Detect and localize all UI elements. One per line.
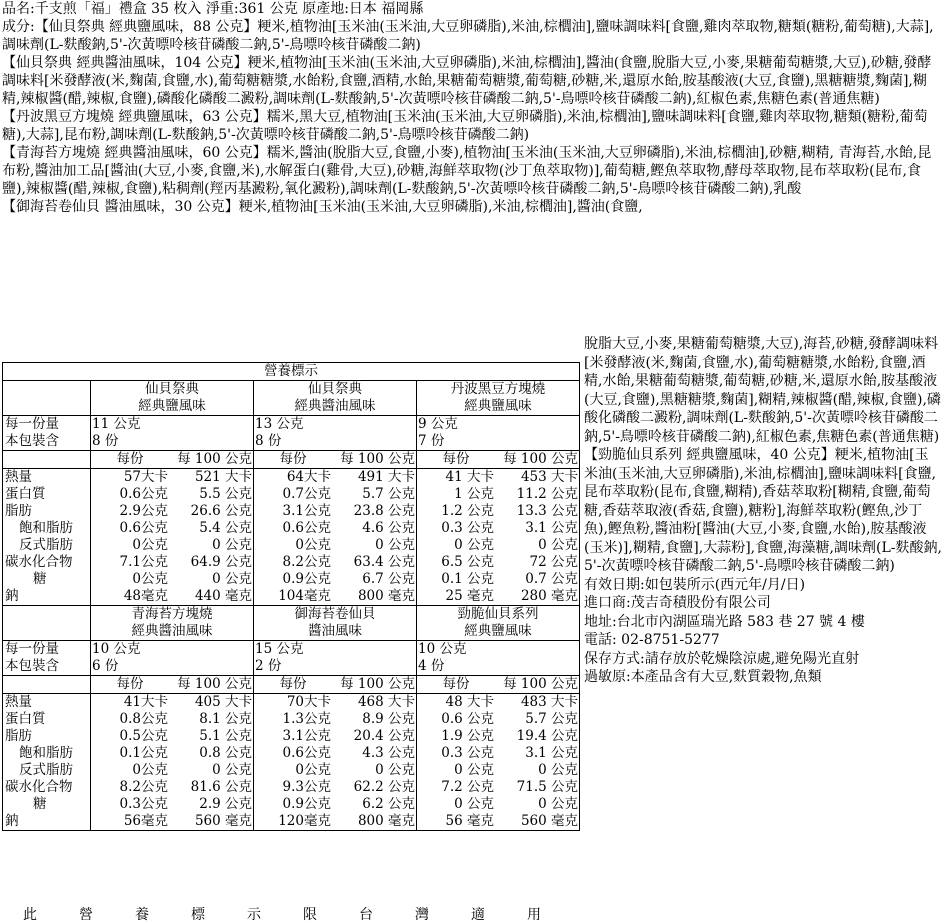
serving-cell [254,641,417,676]
per-100g-value: 800 毫克 [357,588,415,604]
nutrient-value-line [418,588,578,605]
servings-per-package: 4 份 [418,658,445,674]
nutrient-label: 鈉 [5,813,19,829]
servings-per-package: 2 份 [255,658,282,674]
nutrient-value-line [418,486,578,503]
servings-per-package: 6 份 [92,658,119,674]
nutrient-value-line [92,813,252,830]
per-serving-header: 每份 [279,451,307,467]
nutrient-value-line [92,469,252,486]
nutrition-title-row [3,363,580,381]
per-serving-value: 7.1公克 [119,554,168,570]
nutrition-facts [2,362,579,831]
per-100g-value: 0 公克 [375,537,415,553]
per-100g-value: 405 大卡 [194,694,252,710]
nutrient-value-line [418,813,578,830]
per-100g-value: 71.5 公克 [516,779,578,795]
per-serving-value: 1.9 公克 [441,728,494,744]
blank-cell [3,451,91,469]
nutrient-label: 碳水化合物 [5,554,73,570]
column-header-cell [417,676,580,694]
nutrient-label: 鈉 [5,588,19,604]
per-100g-value: 491 大卡 [357,469,415,485]
per-100g-value: 63.4 公克 [353,554,415,570]
footer-char: 用 [527,907,541,923]
per-serving-value: 48 大卡 [445,694,494,710]
nutrient-value-line [418,571,578,588]
address: 地址:台北市內湖區瑞光路 583 巷 27 號 4 樓 [584,613,865,630]
nutrient-values-cell [417,694,580,831]
footer-char: 限 [303,907,317,923]
product-name: 經典鹽風味 [138,398,206,414]
servings-per-package: 8 份 [255,433,282,449]
per-serving-value: 0公克 [132,762,168,778]
footer-char: 此 [23,907,37,923]
nutrient-value-line [92,520,252,537]
storage: 保存方式:請存放於乾燥陰涼處,避免陽光直射 [584,650,860,667]
nutrient-label: 反式脂肪 [19,537,73,553]
importer: 進口商:茂吉奇積股份有限公司 [584,595,771,611]
product-name-cell [91,606,254,641]
product-name-cell [254,606,417,641]
per-100g-header: 每 100 公克 [177,676,252,692]
ingredients-paragraph-1: 成分:【仙貝祭典 經典鹽風味，88 公克】粳米,植物油[玉米油(玉米油,大豆卵磷脂),米油,棕櫚油],鹽味調味料[食鹽,雞肉萃取物,糖類(糖粉,葡萄糖),大蒜],調味劑(L-麩酸鈉,5'-次黃嘌呤核苷磷酸二鈉,5'-鳥嘌呤核苷磷酸二鈉) [2,19,934,53]
serving-row [3,416,580,451]
per-100g-value: 6.2 公克 [362,796,415,812]
per-100g-value: 0 公克 [212,762,252,778]
per-100g-value: 0.8 公克 [199,745,252,761]
serving-label: 每一份量 [5,416,59,432]
per-100g-value: 453 大卡 [520,469,578,485]
product-name-cell [254,381,417,416]
serving-size: 10 公克 [92,641,141,657]
per-serving-value: 25 毫克 [445,588,494,604]
per-serving-header: 每份 [442,676,470,692]
nutrient-value-line [92,796,252,813]
nutrition-table [2,362,580,831]
blank-cell [3,606,91,641]
serving-size: 10 公克 [418,641,467,657]
per-100g-value: 3.1 公克 [525,520,578,536]
product-info-line: 品名:千支煎「福」禮盒 35 枚入 淨重:361 公克 原產地:日本 福岡縣 [2,1,424,17]
nutrient-value-line [92,503,252,520]
per-serving-value: 0.6公克 [119,486,168,502]
per-100g-header: 每 100 公克 [503,451,578,467]
footer-char: 台 [359,907,373,923]
nutrient-value-line [92,571,252,588]
per-100g-value: 4.3 公克 [362,745,415,761]
per-serving-value: 0.8公克 [119,711,168,727]
nutrient-value-line [255,537,415,554]
per-serving-value: 0.5公克 [119,728,168,744]
ingredients-paragraph-2: 【仙貝祭典 經典醬油風味，104 公克】粳米,植物油[玉米油(玉米油,大豆卵磷脂),米油,棕櫚油],醬油(食鹽,脫脂大豆,小麥,果糖葡萄糖漿,大豆),砂糖,發酵調味料[米發酵液(米,麴菌,食鹽,水),葡萄糖糖漿,水飴粉,食鹽,酒精,水飴,果糖葡萄糖漿,葡萄糖,砂糖,米,還原水飴,胺基酸液(大豆,食鹽),黑糖糖漿,麴菌],糊精,辣椒醬(醋,辣椒,食鹽),磷酸化磷酸二澱粉,調味劑(L-麩酸鈉,5'-次黃嘌呤核苷磷酸二鈉,5'-鳥嘌呤核苷磷酸二鈉),紅椒色素,焦糖色素(普通焦糖) [2,55,932,107]
per-serving-value: 0.6公克 [282,520,331,536]
per-100g-header: 每 100 公克 [340,451,415,467]
nutrient-label: 糖 [33,571,47,587]
per-100g-value: 6.7 公克 [362,571,415,587]
per-serving-value: 0.6公克 [119,520,168,536]
product-name: 醬油風味 [308,623,362,639]
per-serving-value: 9.3公克 [282,779,331,795]
per-serving-value: 1 公克 [454,486,494,502]
product-name: 勁脆仙貝系列 [457,606,539,622]
per-100g-value: 62.2 公克 [353,779,415,795]
per-100g-value: 23.8 公克 [353,503,415,519]
per-100g-value: 0 公克 [538,796,578,812]
per-100g-value: 3.1 公克 [525,745,578,761]
nutrient-value-line [418,745,578,762]
per-100g-value: 483 大卡 [520,694,578,710]
ingredients-paragraph-6: 【勁脆仙貝系列 經典鹽風味，40 公克】粳米,植物油[玉米油(玉米油,大豆卵磷脂),米油,棕櫚油],鹽味調味料[食鹽,昆布萃取粉(昆布,食鹽,糊精),香菇萃取粉[糊精,食鹽,葡萄糖,香菇萃取液(香菇,食鹽),糖粉],海鮮萃取粉(鰹魚,沙丁魚),鰹魚粉,醬油粉[醬油(大豆,小麥,食鹽,水飴),胺基酸液(玉米)],糊精,食鹽],大蒜粉],食鹽,海藻糖,調味劑(L-麩酸鈉,5'-次黃嘌呤核苷磷酸二鈉,5'-鳥嘌呤核苷磷酸二鈉) [584,447,942,574]
per-100g-header: 每 100 公克 [503,676,578,692]
ingredients-continuation: 脫脂大豆,小麥,果糖葡萄糖漿,大豆),海苔,砂糖,發酵調味料[米發酵液(米,麴菌,食鹽,水),葡萄糖糖漿,水飴粉,食鹽,酒精,水飴,果糖葡萄糖漿,葡萄糖,砂糖,米,還原水飴,胺基酸液(大豆,食鹽),黑糖糖漿,麴菌],糊精,辣椒醬(醋,辣椒,食鹽),磷酸化磷酸二澱粉,調味劑(L-麩酸鈉,5'-次黃嘌呤核苷磷酸二鈉,5'-鳥嘌呤核苷磷酸二鈉),紅椒色素,焦糖色素(普通焦糖) [584,336,941,445]
per-100g-header: 每 100 公克 [340,676,415,692]
nutrient-value-line [418,762,578,779]
nutrient-label: 脂肪 [5,503,32,519]
nutrient-value-line [92,486,252,503]
nutrient-value-line [418,520,578,537]
per-serving-header: 每份 [442,451,470,467]
serving-label: 每一份量 [5,641,59,657]
per-100g-value: 8.1 公克 [199,711,252,727]
per-serving-header: 每份 [279,676,307,692]
per-100g-value: 0 公克 [538,537,578,553]
nutrient-value-line [92,745,252,762]
per-serving-value: 8.2公克 [119,779,168,795]
serving-size: 13 公克 [255,416,304,432]
per-100g-header: 每 100 公克 [177,451,252,467]
nutrient-value-line [255,469,415,486]
per-100g-value: 4.6 公克 [362,520,415,536]
allergens: 過敏原:本產品含有大豆,麩質穀物,魚類 [584,669,822,685]
per-serving-value: 0.9公克 [282,571,331,587]
per-serving-value: 0.3 公克 [441,745,494,761]
per-serving-value: 0.1 公克 [441,571,494,587]
per-serving-value: 0公克 [295,537,331,553]
footer-char: 養 [135,907,149,923]
nutrient-value-line [255,796,415,813]
nutrient-value-line [418,469,578,486]
nutrient-label: 蛋白質 [5,486,46,502]
product-name: 經典醬油風味 [131,623,213,639]
per-serving-value: 0 公克 [454,537,494,553]
nutrient-values-cell [91,469,254,606]
nutrient-label: 蛋白質 [5,711,46,727]
nutrient-values-row [3,469,580,606]
per-100g-value: 468 大卡 [357,694,415,710]
product-name: 青海苔方塊燒 [131,606,213,622]
product-name-cell [91,381,254,416]
serving-cell [417,641,580,676]
per-100g-value: 280 毫克 [520,588,578,604]
per-serving-value: 7.2 公克 [441,779,494,795]
nutrient-label: 脂肪 [5,728,32,744]
serving-label: 本包裝含 [5,433,59,449]
per-serving-value: 3.1公克 [282,503,331,519]
per-serving-value: 0 公克 [454,762,494,778]
product-name: 經典醬油風味 [294,398,376,414]
nutrient-values-cell [254,469,417,606]
per-serving-value: 2.9公克 [119,503,168,519]
per-serving-header: 每份 [116,451,144,467]
per-serving-value: 64大卡 [286,469,331,485]
per-100g-value: 5.1 公克 [199,728,252,744]
nutrient-value-line [92,554,252,571]
serving-cell [91,641,254,676]
product-name-row [3,381,580,416]
nutrition-footer-note [2,904,562,924]
per-serving-value: 0.6公克 [282,745,331,761]
per-100g-value: 26.6 公克 [190,503,252,519]
serving-cell [417,416,580,451]
nutrient-labels [3,694,91,831]
per-100g-value: 5.7 公克 [362,486,415,502]
per-serving-value: 56 毫克 [445,813,494,829]
ingredient-text-top [2,0,942,216]
nutrient-label: 糖 [33,796,47,812]
per-serving-value: 48毫克 [123,588,168,604]
per-serving-value: 70大卡 [286,694,331,710]
product-name: 經典鹽風味 [464,623,532,639]
nutrient-label: 飽和脂肪 [19,745,73,761]
per-100g-value: 0 公克 [538,762,578,778]
expiry-date: 有效日期:如包裝所示(西元年/月/日) [584,576,806,593]
per-100g-value: 13.3 公克 [516,503,578,519]
footer-char: 標 [191,907,205,923]
nutrient-value-line [255,571,415,588]
nutrition-title: 營養標示 [3,363,580,381]
serving-labels [3,416,91,451]
column-header-cell [417,451,580,469]
per-serving-value: 0公克 [295,762,331,778]
per-serving-value: 1.2 公克 [441,503,494,519]
per-serving-value: 0.9公克 [282,796,331,812]
per-100g-value: 2.9 公克 [199,796,252,812]
column-header-cell [91,451,254,469]
nutrient-value-line [255,554,415,571]
nutrient-value-line [255,728,415,745]
product-name-cell [417,381,580,416]
per-serving-value: 0.7公克 [282,486,331,502]
nutrient-value-line [255,762,415,779]
nutrient-value-line [92,694,252,711]
per-serving-value: 0.3公克 [119,796,168,812]
nutrient-values-cell [417,469,580,606]
per-100g-value: 0 公克 [212,537,252,553]
nutrient-value-line [92,779,252,796]
footer-char: 灣 [415,907,429,923]
per-100g-value: 521 大卡 [194,469,252,485]
per-100g-value: 5.4 公克 [199,520,252,536]
ingredients-paragraph-5: 【御海苔卷仙貝 醬油風味，30 公克】粳米,植物油[玉米油(玉米油,大豆卵磷脂),米油,棕櫚油],醬油(食鹽, [2,199,643,215]
nutrient-label: 反式脂肪 [19,762,73,778]
per-100g-value: 0 公克 [375,762,415,778]
footer-char: 示 [247,907,261,923]
servings-per-package: 8 份 [92,433,119,449]
nutrient-value-line [255,745,415,762]
nutrient-value-line [255,486,415,503]
column-header-row [3,451,580,469]
nutrient-value-line [418,554,578,571]
serving-size: 9 公克 [418,416,458,432]
nutrient-labels [3,469,91,606]
per-100g-value: 560 毫克 [520,813,578,829]
serving-row [3,641,580,676]
per-100g-value: 72 公克 [529,554,578,570]
per-serving-value: 0公克 [132,537,168,553]
phone: 電話: 02-8751-5277 [584,632,720,648]
per-serving-value: 0.1公克 [119,745,168,761]
per-100g-value: 800 毫克 [357,813,415,829]
per-serving-value: 1.3公克 [282,711,331,727]
nutrient-value-line [255,588,415,605]
nutrient-value-line [418,711,578,728]
nutrient-value-line [92,588,252,605]
per-100g-value: 81.6 公克 [190,779,252,795]
per-serving-value: 0公克 [132,571,168,587]
ingredients-paragraph-3: 【丹波黑豆方塊燒 經典鹽風味，63 公克】糯米,黑大豆,植物油[玉米油(玉米油,大豆卵磷脂),米油,棕櫚油],鹽味調味料[食鹽,雞肉萃取物,糖類(糖粉,葡萄糖),大蒜],昆布粉,調味劑(L-麩酸鈉,5'-次黃嘌呤核苷磷酸二鈉,5'-鳥嘌呤核苷磷酸二鈉) [2,109,928,143]
nutrient-value-line [92,728,252,745]
product-name: 丹波黑豆方塊燒 [450,381,546,397]
product-name-row [3,606,580,641]
nutrient-label: 熱量 [5,469,32,485]
per-serving-value: 0.6 公克 [441,711,494,727]
ingredient-text-right [584,335,942,687]
servings-per-package: 7 份 [418,433,445,449]
nutrient-value-line [418,694,578,711]
product-name: 仙貝祭典 [145,381,199,397]
per-serving-value: 41 大卡 [445,469,494,485]
column-header-cell [254,451,417,469]
per-serving-value: 41大卡 [123,694,168,710]
nutrient-values-cell [91,694,254,831]
nutrient-label: 碳水化合物 [5,779,73,795]
per-serving-value: 3.1公克 [282,728,331,744]
nutrient-value-line [92,537,252,554]
per-100g-value: 5.5 公克 [199,486,252,502]
per-serving-value: 0.3 公克 [441,520,494,536]
serving-label: 本包裝含 [5,658,59,674]
per-serving-value: 57大卡 [123,469,168,485]
serving-labels [3,641,91,676]
per-serving-value: 104毫克 [278,588,331,604]
per-100g-value: 19.4 公克 [516,728,578,744]
serving-cell [91,416,254,451]
product-name-cell [417,606,580,641]
per-serving-value: 8.2公克 [282,554,331,570]
product-name: 經典鹽風味 [464,398,532,414]
product-name: 御海苔卷仙貝 [294,606,376,622]
footer-char: 適 [471,907,485,923]
footer-char: 營 [79,907,93,923]
nutrient-value-line [92,711,252,728]
nutrient-label: 飽和脂肪 [19,520,73,536]
column-header-row [3,676,580,694]
per-100g-value: 5.7 公克 [525,711,578,727]
per-100g-value: 8.9 公克 [362,711,415,727]
per-serving-header: 每份 [116,676,144,692]
nutrient-value-line [255,813,415,830]
column-header-cell [254,676,417,694]
nutrient-value-line [418,503,578,520]
product-name: 仙貝祭典 [308,381,362,397]
per-100g-value: 560 毫克 [194,813,252,829]
per-serving-value: 0 公克 [454,796,494,812]
blank-cell [3,676,91,694]
serving-cell [254,416,417,451]
per-100g-value: 0 公克 [212,571,252,587]
nutrient-values-row [3,694,580,831]
ingredients-paragraph-4: 【青海苔方塊燒 經典醬油風味，60 公克】糯米,醬油(脫脂大豆,食鹽,小麥),植物油[玉米油(玉米油,大豆卵磷脂),米油,棕櫚油],砂糖,糊精, 青海苔,水飴,昆布粉,醬油加工品[醬油(大豆,小麥,食鹽,米),水解蛋白(雞骨,大豆),砂糖,海鮮萃取物(沙丁魚萃取物)],葡萄糖,鰹魚萃取物,酵母萃取物,昆布萃取粉(昆布,食鹽),辣椒醬(醋,辣椒,食鹽),粘稠劑(羥丙基澱粉,氧化澱粉),調味劑(L-麩酸鈉,5'-次黃嘌呤核苷磷酸二鈉,5'-鳥嘌呤核苷磷酸二鈉),乳酸 [2,145,932,197]
serving-size: 11 公克 [92,416,141,432]
nutrient-value-line [255,694,415,711]
nutrient-value-line [255,779,415,796]
serving-size: 15 公克 [255,641,304,657]
per-100g-value: 20.4 公克 [353,728,415,744]
blank-cell [3,381,91,416]
per-100g-value: 11.2 公克 [516,486,578,502]
per-100g-value: 64.9 公克 [190,554,252,570]
per-100g-value: 0.7 公克 [525,571,578,587]
nutrient-value-line [418,796,578,813]
nutrient-label: 熱量 [5,694,32,710]
nutrient-value-line [255,520,415,537]
nutrient-value-line [255,503,415,520]
per-serving-value: 120毫克 [278,813,331,829]
nutrient-value-line [92,762,252,779]
nutrient-value-line [418,728,578,745]
nutrient-values-cell [254,694,417,831]
nutrient-value-line [255,711,415,728]
per-100g-value: 440 毫克 [194,588,252,604]
nutrient-value-line [418,537,578,554]
nutrient-value-line [418,779,578,796]
per-serving-value: 6.5 公克 [441,554,494,570]
per-serving-value: 56毫克 [123,813,168,829]
column-header-cell [91,676,254,694]
